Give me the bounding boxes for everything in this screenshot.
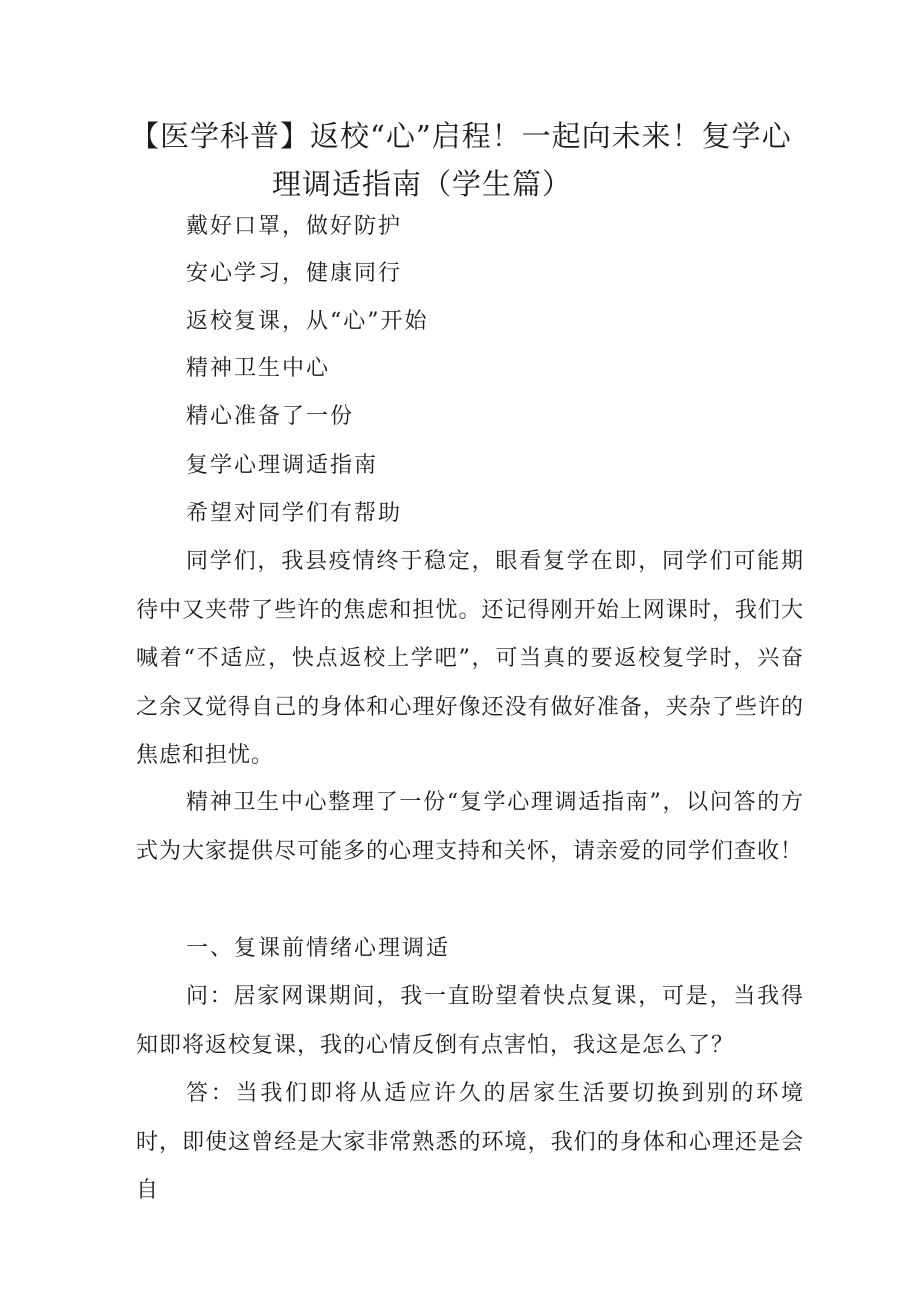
document-title xyxy=(130,112,810,208)
slogan-line: 戴好口罩，做好防护 xyxy=(186,214,403,239)
question-paragraph: 问：居家网课期间，我一直盼望着快点复课，可是，当我得知即将返校复课，我的心情反倒有点害怕，我这是怎么了？ xyxy=(136,984,804,1058)
section-heading: 一、复课前情绪心理调适 xyxy=(186,936,451,961)
slogan-line: 安心学习，健康同行 xyxy=(186,261,403,286)
answer-paragraph: 答：当我们即将从适应许久的居家生活要切换到别的环境时，即使这曾经是大家非常熟悉的环境，我们的身体和心理还是会自 xyxy=(136,1081,804,1203)
slogan-line: 希望对同学们有帮助 xyxy=(186,501,403,526)
slogan-line: 返校复课，从“心”开始 xyxy=(186,309,429,334)
intro-paragraph: 同学们，我县疫情终于稳定，眼看复学在即，同学们可能期待中又夹带了些许的焦虑和担忧。还记得刚开始上网课时，我们大喊着“不适应，快点返校上学吧”，可当真的要返校复学时，兴奋之余又觉得自己的身体和心理好像还没有做好准备，夹杂了些许的焦虑和担忧。 xyxy=(136,549,804,768)
slogan-line: 复学心理调适指南 xyxy=(186,453,379,478)
guide-paragraph: 精神卫生中心整理了一份“复学心理调适指南”，以问答的方式为大家提供尽可能多的心理支持和关怀，请亲爱的同学们查收！ xyxy=(136,790,804,864)
slogan-line: 精心准备了一份 xyxy=(186,404,355,429)
title-line-2: 理调适指南（学生篇） xyxy=(272,167,573,201)
slogan-line: 精神卫生中心 xyxy=(186,356,331,381)
title-line-1: 【医学科普】返校“心”启程！一起向未来！复学心 xyxy=(130,119,792,153)
